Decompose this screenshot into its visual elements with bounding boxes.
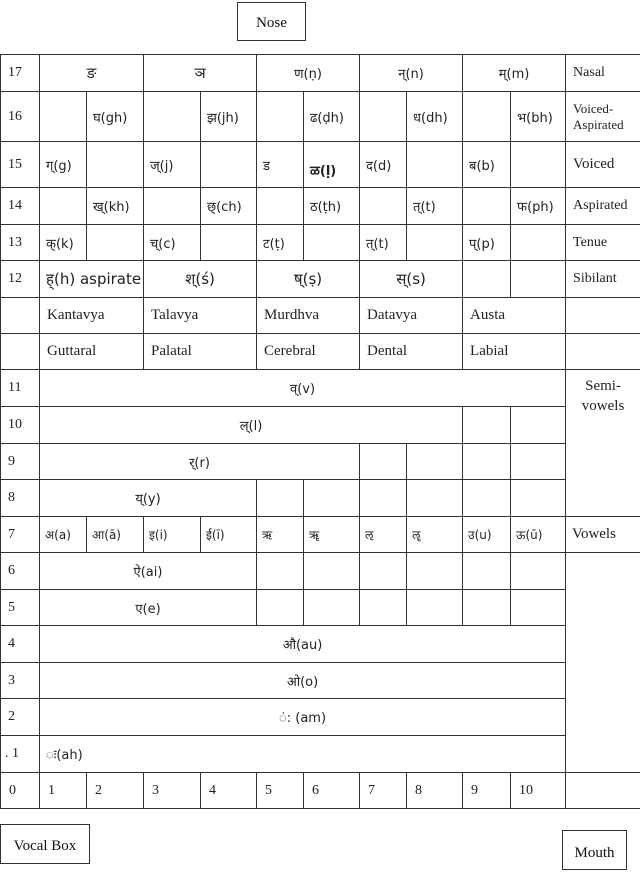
- place-palatal: Palatal: [144, 334, 257, 370]
- table-row-axis: [1, 773, 640, 809]
- table-row-8: [1, 480, 640, 517]
- table-row-5: [1, 590, 640, 626]
- cell-aspirated-labial: फ(ph): [511, 188, 566, 225]
- cell-vowel-l: ऌ: [360, 517, 407, 553]
- row-label-tenue: Tenue: [566, 225, 640, 261]
- table-row-10: [1, 407, 640, 444]
- table-row-2: [1, 699, 640, 736]
- cell-voiced-palatal: ज्(j): [144, 142, 201, 188]
- cell-tenue-palatal: च्(c): [144, 225, 201, 261]
- row-label-semivowels: [566, 370, 640, 517]
- cell-voiced-dental: द(d): [360, 142, 407, 188]
- row-label-vowels: Vowels: [566, 517, 640, 553]
- table-row-15: [1, 142, 640, 188]
- table-row-17: [1, 55, 640, 92]
- row-number: 7: [1, 517, 40, 553]
- cell-vowel-o: ओ(o): [40, 663, 566, 699]
- cell-aspirated-dental: त्(t): [407, 188, 463, 225]
- cell-nasal-labial: म्(m): [463, 55, 566, 92]
- row-number: 10: [1, 407, 40, 444]
- cell-semivowel-y: य्(y): [40, 480, 257, 517]
- cell-voiced-labial: ब(b): [463, 142, 511, 188]
- axis-number: 7: [360, 773, 407, 809]
- place-datavya: Datavya: [360, 298, 463, 334]
- cell-voiced-aspirated-dental: ध(dh): [407, 92, 463, 142]
- table-row-14: [1, 188, 640, 225]
- cell-tenue-labial: प्(p): [463, 225, 511, 261]
- table-row-4: [1, 626, 640, 663]
- cell-vowel-aa: आ(ā): [87, 517, 144, 553]
- row-number: 16: [1, 92, 40, 142]
- cell-vowel-ii: ई(ī): [201, 517, 257, 553]
- axis-number: 4: [201, 773, 257, 809]
- cell-voiced-aspirated-guttural: घ(gh): [87, 92, 144, 142]
- table-row-11: [1, 370, 640, 407]
- axis-number: 5: [257, 773, 304, 809]
- table-row-places-english: [1, 334, 640, 370]
- table-row-3: [1, 663, 640, 699]
- axis-number: 9: [463, 773, 511, 809]
- table-row-12: [1, 261, 640, 298]
- cell-vowel-e: ए(e): [40, 590, 257, 626]
- cell-nasal-cerebral: ण(ṇ): [257, 55, 360, 92]
- cell-sibilant-dental: स्(s): [360, 261, 463, 298]
- semivowels-text: Semi- vowels: [582, 378, 625, 414]
- row-number: 13: [1, 225, 40, 261]
- cell-tenue-cerebral: ट(ṭ): [257, 225, 304, 261]
- axis-number: 0: [1, 773, 40, 809]
- cell-visarga: ः(ah): [40, 736, 566, 773]
- row-number: 6: [1, 553, 40, 590]
- cell-voiced-aspirated-labial: भ(bh): [511, 92, 566, 142]
- cell-vowel-uu: ऊ(ū): [511, 517, 566, 553]
- cell-vowel-u: उ(u): [463, 517, 511, 553]
- phonetic-chart-table: [0, 54, 640, 809]
- cell-aspirated-palatal: छ्(ch): [201, 188, 257, 225]
- cell-vowel-a: अ(a): [40, 517, 87, 553]
- cell-semivowel-v: व्(v): [40, 370, 566, 407]
- row-number: 2: [1, 699, 40, 736]
- row-number: 9: [1, 444, 40, 480]
- cell-aspirated-cerebral: ठ(ṭh): [304, 188, 360, 225]
- cell-vowel-ai: ऐ(ai): [40, 553, 257, 590]
- place-labial: Labial: [463, 334, 566, 370]
- row-number: 12: [1, 261, 40, 298]
- cell-vowel-au: औ(au): [40, 626, 566, 663]
- place-murdhva: Murdhva: [257, 298, 360, 334]
- cell-voiced-aspirated-palatal: झ(jh): [201, 92, 257, 142]
- table-row-6: [1, 553, 640, 590]
- cell-sibilant-palatal: श्(ś): [144, 261, 257, 298]
- row-number: 3: [1, 663, 40, 699]
- cell-nasal-dental: न्(n): [360, 55, 463, 92]
- place-guttaral: Guttaral: [40, 334, 144, 370]
- mouth-box: Mouth: [562, 830, 627, 870]
- axis-number: 6: [304, 773, 360, 809]
- cell-vowel-ll: ॡ: [407, 517, 463, 553]
- cell-sibilant-guttural: ह्(h) aspirate: [40, 261, 144, 298]
- place-talavya: Talavya: [144, 298, 257, 334]
- cell-voiced-cerebral: ड: [257, 142, 304, 188]
- table-row-places-sanskrit: [1, 298, 640, 334]
- place-kantavya: Kantavya: [40, 298, 144, 334]
- axis-number: 2: [87, 773, 144, 809]
- row-label-aspirated: Aspirated: [566, 188, 640, 225]
- cell-voiced-aspirated-cerebral: ढ(ḍh): [304, 92, 360, 142]
- vocal-box: Vocal Box: [0, 824, 90, 864]
- cell-semivowel-l: ल्(l): [40, 407, 463, 444]
- cell-tenue-dental: त्(t): [360, 225, 407, 261]
- cell-sibilant-cerebral: ष्(ṣ): [257, 261, 360, 298]
- cell-vowel-rr: ॠ: [304, 517, 360, 553]
- row-number: 17: [1, 55, 40, 92]
- cell-vowel-i: इ(i): [144, 517, 201, 553]
- cell-nasal-palatal: ञ: [144, 55, 257, 92]
- cell-aspirated-guttural: ख्(kh): [87, 188, 144, 225]
- voiced-aspirated-text: Voiced- Aspirated: [573, 101, 624, 132]
- axis-number: 1: [40, 773, 87, 809]
- axis-number: 10: [511, 773, 566, 809]
- cell-voiced-guttural: ग्(g): [40, 142, 87, 188]
- row-label-voiced-aspirated: [566, 92, 640, 142]
- table-row-7: [1, 517, 640, 553]
- axis-number: 8: [407, 773, 463, 809]
- row-number: 15: [1, 142, 40, 188]
- cell-vowel-r: ऋ: [257, 517, 304, 553]
- axis-number: 3: [144, 773, 201, 809]
- row-number: 8: [1, 480, 40, 517]
- table-row-13: [1, 225, 640, 261]
- place-dental: Dental: [360, 334, 463, 370]
- cell-nasal-guttural: ङ: [40, 55, 144, 92]
- nose-box: Nose: [237, 2, 306, 41]
- cell-anusvara: ं: (am): [40, 699, 566, 736]
- table-row-1: [1, 736, 640, 773]
- row-number: 5: [1, 590, 40, 626]
- cell-voiced-retroflex-lateral: ळ(ḷ): [304, 142, 360, 188]
- row-number: . 1: [1, 736, 40, 773]
- row-label-nasal: Nasal: [566, 55, 640, 92]
- table-row-16: [1, 92, 640, 142]
- cell-tenue-guttural: क्(k): [40, 225, 87, 261]
- cell-semivowel-r: र्(r): [40, 444, 360, 480]
- table-row-9: [1, 444, 640, 480]
- row-number: 14: [1, 188, 40, 225]
- row-number: 11: [1, 370, 40, 407]
- row-label-voiced: Voiced: [566, 142, 640, 188]
- place-austa: Austa: [463, 298, 566, 334]
- place-cerebral: Cerebral: [257, 334, 360, 370]
- row-number: 4: [1, 626, 40, 663]
- row-label-sibilant: Sibilant: [566, 261, 640, 298]
